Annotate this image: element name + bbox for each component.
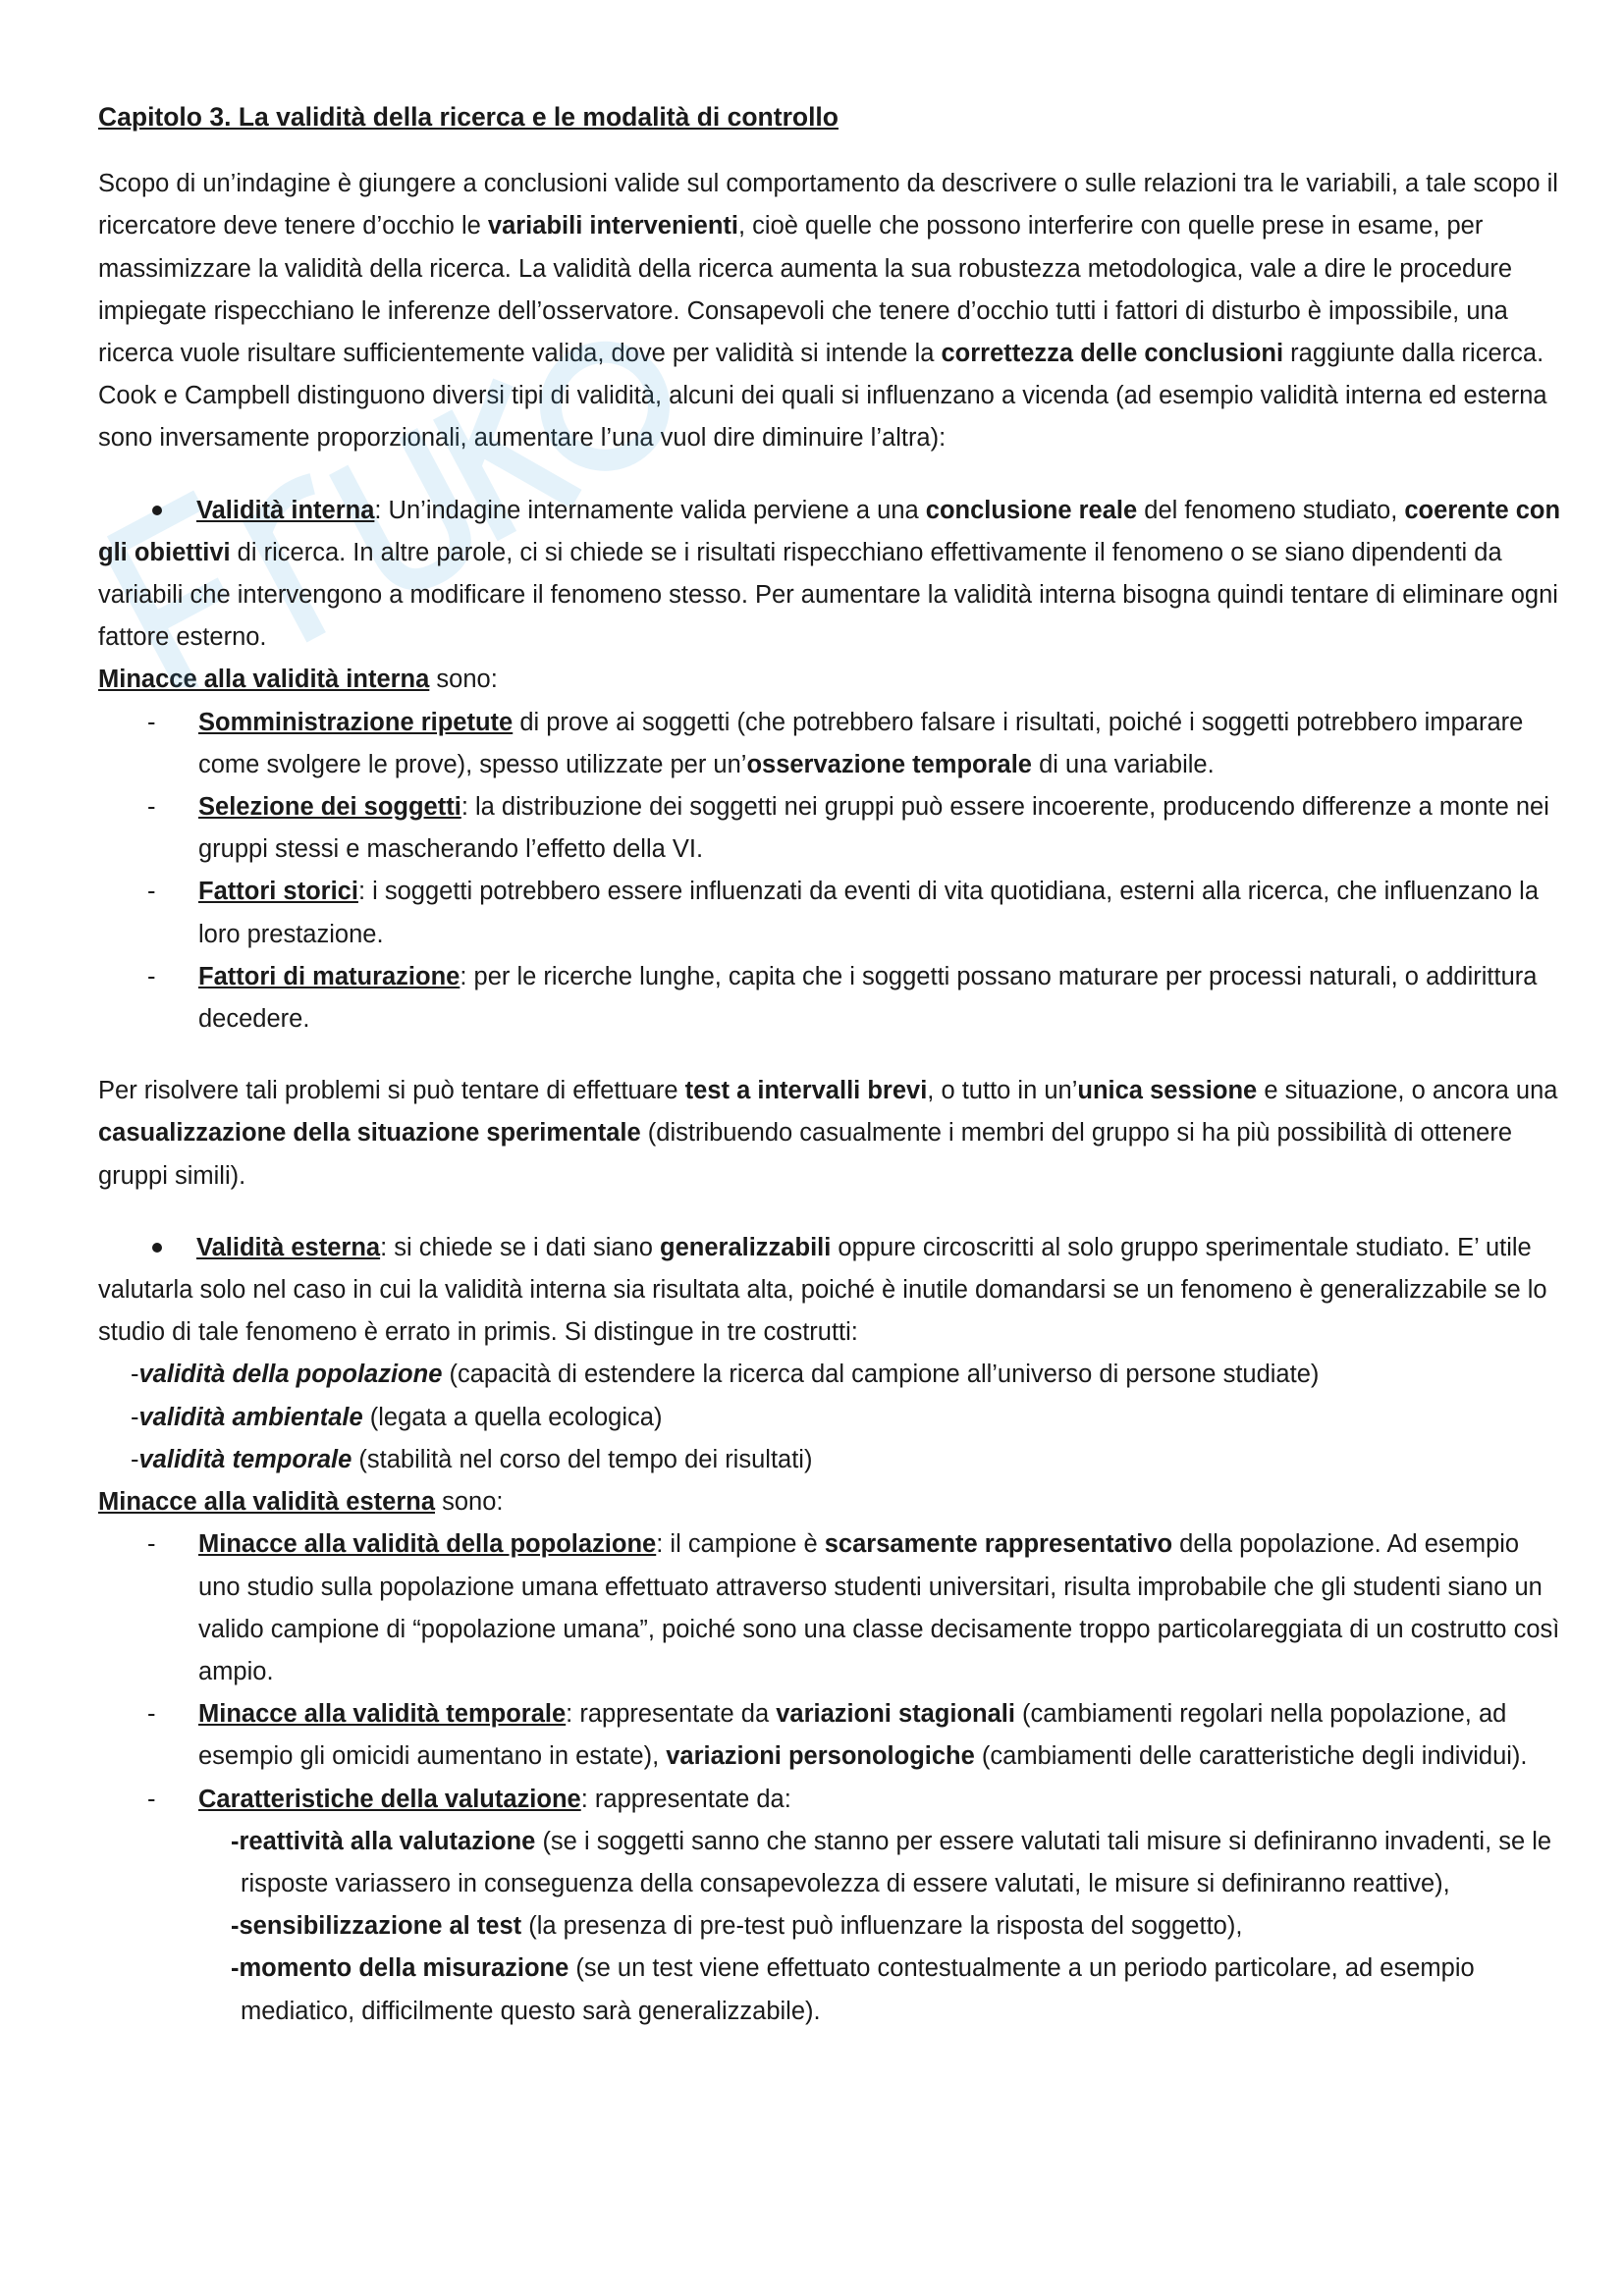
construct-population: -validità della popolazione (capacità di estendere la ricerca dal campione all’universo di persone studiate)	[131, 1361, 1320, 1389]
page-title: Capitolo 3. La validità della ricerca e le modalità di controllo	[98, 102, 839, 132]
evaluation-test-sensitization: -sensibilizzazione al test (la presenza di pre-test può influenzare la risposta del soggetto),	[231, 1912, 1243, 1941]
internal-threats-heading: Minacce alla validità interna sono:	[98, 666, 498, 694]
evaluation-reactivity: -reattività alla valutazione (se i soggetti sanno che stanno per essere valutati tali misure si definiranno invadenti, se le risposte variassero in conseguenza della consapevolezza di essere valutati, le misure si definiranno reattive),	[231, 1827, 1552, 1897]
threat-temporal-validity: - Minacce alla validità temporale: rappresentate da variazioni stagionali (cambiamenti regolari nella popolazione, ad esempio gli omicidi aumentano in estate), variazioni personologiche (cambiamenti delle caratteristiche degli individui).	[147, 1700, 1528, 1771]
threat-historical-factors: - Fattori storici: i soggetti potrebbero essere influenzati da eventi di vita quotidiana, esterni alla ricerca, che influenzano la loro prestazione.	[147, 878, 1539, 948]
threat-subject-selection: - Selezione dei soggetti: la distribuzione dei soggetti nei gruppi può essere incoerente, producendo differenze a monte nei gruppi stessi e mascherando l’effetto della VI.	[147, 793, 1549, 864]
threat-maturation-factors: - Fattori di maturazione: per le ricerche lunghe, capita che i soggetti possano maturare per processi naturali, o addirittura decedere.	[147, 962, 1538, 1034]
internal-validity-bullet: Validità interna: Un’indagine internamente valida perviene a una conclusione reale del fenomeno studiato, coerente con gli obiettivi di ricerca. In altre parole, ci si chiede se i risultati rispecchiano effettivamente il fenomeno o se siano dipendenti da variabili che intervengono a modificare il fenomeno stesso. Per aumentare la validità interna bisogna quindi tentare di eliminare ogni fattore esterno.	[98, 496, 1561, 652]
external-threats-heading: Minacce alla validità esterna sono:	[98, 1488, 504, 1517]
intro-paragraph: Scopo di un’indagine è giungere a conclusioni valide sul comportamento da descrivere o sulle relazioni tra le variabili, a tale scopo il ricercatore deve tenere d’occhio le variabili intervenienti, cioè quelle che possono interferire con quelle prese in esame, per massimizzare la validità della ricerca. La validità della ricerca aumenta la sua robustezza metodologica, vale a dire le procedure impiegate rispecchiano le inferenze dell’osservatore. Consapevoli che tenere d’occhio tutti i fattori di disturbo è impossibile, una ricerca vuole risultare sufficientemente valida, dove per validità si intende la correttezza delle conclusioni raggiunte dalla ricerca.	[98, 170, 1558, 368]
construct-temporal: -validità temporale (stabilità nel corso del tempo dei risultati)	[131, 1445, 813, 1473]
evaluation-measurement-timing: -momento della misurazione (se un test viene effettuato contestualmente a un periodo particolare, ad esempio mediatico, difficilmente questo sarà generalizzabile).	[231, 1954, 1475, 2025]
bullet-icon	[152, 506, 162, 515]
threat-repeated-administration: - Somministrazione ripetute di prove ai soggetti (che potrebbero falsare i risultati, poiché i soggetti potrebbero imparare come svolgere le prove), spesso utilizzate per un’osservazione temporale di una variabile.	[147, 708, 1524, 778]
external-validity-bullet: Validità esterna: si chiede se i dati siano generalizzabili oppure circoscritti al solo gruppo sperimentale studiato. E’ utile valutarla solo nel caso in cui la validità interna sia risultata alta, poiché è inutile domandarsi se un fenomeno è generalizzabile se lo studio di tale fenomeno è errato in primis. Si distingue in tre costrutti:	[98, 1233, 1547, 1347]
threat-population-validity: - Minacce alla validità della popolazione: il campione è scarsamente rappresentativo della popolazione. Ad esempio uno studio sulla popolazione umana effettuato attraverso studenti universitari, risulta improbabile che gli studenti siano un valido campione di “popolazione umana”, poiché sono una classe decisamente troppo particolareggiata di un costrutto così ampio.	[147, 1530, 1560, 1685]
solutions-paragraph: Per risolvere tali problemi si può tentare di effettuare test a intervalli brevi, o tutto in un’unica sessione e situazione, o ancora una casualizzazione della situazione sperimentale (distribuendo casualmente i membri del gruppo si ha più possibilità di ottenere gruppi simili).	[98, 1077, 1558, 1190]
construct-environmental: -validità ambientale (legata a quella ecologica)	[131, 1403, 663, 1431]
cook-campbell-paragraph: Cook e Campbell distinguono diversi tipi di validità, alcuni dei quali si influenzano a vicenda (ad esempio validità interna ed esterna sono inversamente proporzionali, aumentare l’una vuol dire diminuire l’altra):	[98, 382, 1547, 453]
threat-evaluation-characteristics: - Caratteristiche della valutazione: rappresentate da:	[147, 1785, 791, 1813]
bullet-icon	[152, 1243, 162, 1253]
